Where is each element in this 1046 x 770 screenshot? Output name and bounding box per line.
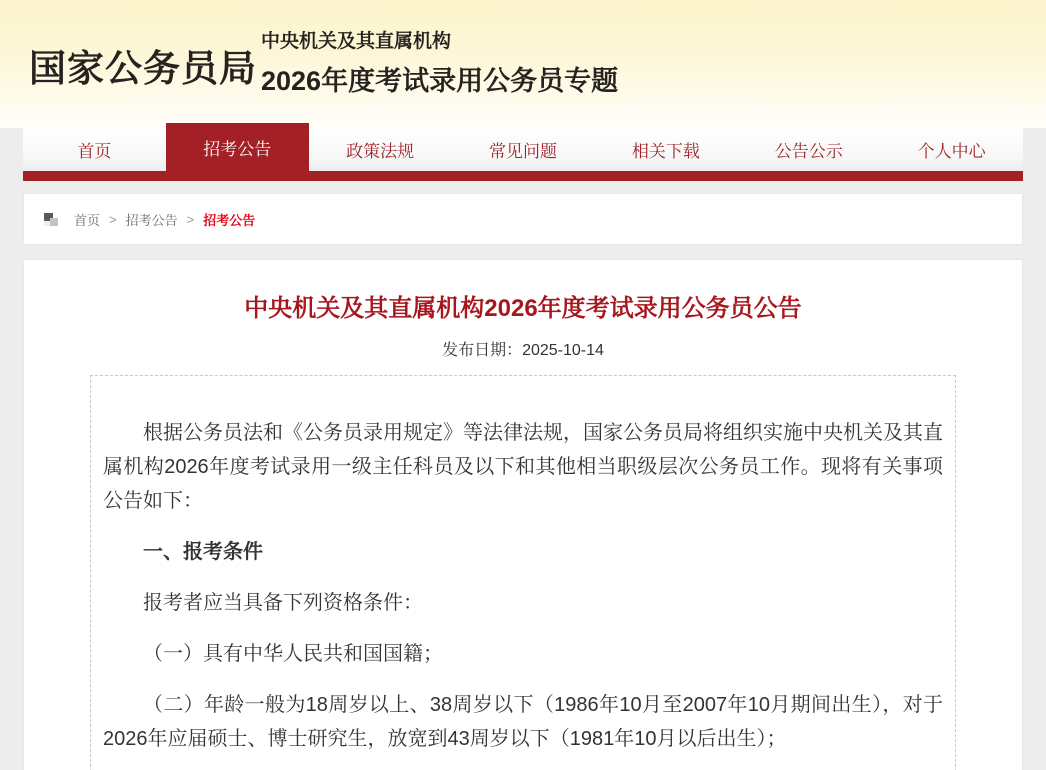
paragraph: 根据公务员法和《公务员录用规定》等法律法规，国家公务员局将组织实施中央机关及其直属机构2026年度考试录用一级主任科员及以下和其他相当职级层次公务员工作。现将有关事项公告如下： — [103, 422, 943, 512]
publish-date-label: 发布日期： — [442, 342, 523, 359]
position-marker-icon — [44, 213, 58, 226]
tab-home[interactable]: 首页 — [77, 142, 112, 161]
paragraph: （二）年龄一般为18周岁以上、38周岁以下（1986年10月至2007年10月期间出生），对于2026年应届硕士、博士研究生，放宽到43周岁以下（1981年10月以后出生）； — [103, 694, 943, 750]
tab-faq[interactable]: 常见问题 — [489, 142, 557, 161]
site-header — [0, 0, 1046, 128]
site-subtitle-block — [261, 26, 618, 98]
article-body — [90, 375, 956, 770]
tab-personal-center[interactable]: 个人中心 — [917, 142, 986, 161]
section-heading: 一、报考条件 — [143, 541, 263, 563]
article-card — [23, 259, 1023, 770]
breadcrumb-separator: > — [109, 211, 117, 227]
paragraph: （一）具有中华人民共和国国籍； — [143, 643, 443, 665]
breadcrumb-separator: > — [186, 211, 195, 227]
tab-announcements[interactable]: 招考公告 — [166, 123, 309, 181]
page-title: 中央机关及其直属机构2026年度考试录用公务员公告 — [244, 295, 802, 322]
breadcrumb-current: 招考公告 — [203, 212, 256, 228]
breadcrumb-item-announcements[interactable]: 招考公告 — [125, 212, 178, 228]
paragraph: 报考者应当具备下列资格条件： — [143, 592, 423, 614]
publish-date-value: 2025-10-14 — [522, 342, 604, 359]
publish-date — [24, 340, 1022, 362]
site-subtitle-line2: 2026年度考试录用公务员专题 — [261, 66, 619, 96]
tab-public-notices[interactable]: 公告公示 — [774, 142, 843, 161]
nav-bar — [23, 128, 1023, 171]
site-subtitle-line1: 中央机关及其直属机构 — [261, 31, 452, 52]
tab-policies[interactable]: 政策法规 — [346, 142, 415, 161]
breadcrumb — [23, 193, 1023, 245]
breadcrumb-item-home[interactable]: 首页 — [74, 212, 101, 228]
main-nav — [23, 128, 1023, 181]
header-inner — [23, 0, 1023, 128]
tab-downloads[interactable]: 相关下载 — [631, 142, 700, 161]
site-logo-title[interactable]: 国家公务员局 — [29, 48, 257, 89]
